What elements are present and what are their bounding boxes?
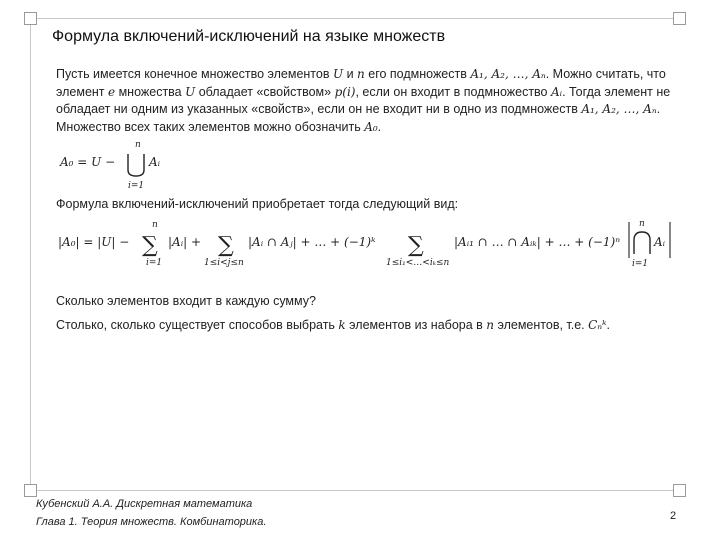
- intro-text-9: . Множество всех таких элементов можно обозначить: [56, 102, 661, 134]
- footer-chapter: Глава 1. Теория множеств. Комбинаторика.: [36, 516, 267, 528]
- frame-left-line: [30, 18, 31, 490]
- sum1-sigma: ∑: [142, 233, 158, 258]
- math-n: n: [357, 67, 365, 81]
- formula2-term2: |Aᵢ ∩ Aⱼ| + … + (−1)ᵏ: [248, 235, 376, 249]
- math-sets-list: A₁, A₂, …, Aₙ: [470, 67, 546, 81]
- formula2-term1: |Aᵢ| +: [168, 235, 202, 249]
- formula1-lower-limit: i=1: [128, 181, 145, 191]
- answer-text-1: Столько, сколько существует способов выбрать: [56, 318, 339, 332]
- page-number: 2: [670, 510, 677, 522]
- intro-text-6: обладает «свойством»: [195, 84, 335, 99]
- formula1-upper-limit: n: [135, 140, 141, 150]
- answer-text-4: .: [606, 318, 611, 332]
- footer: [36, 495, 266, 531]
- corner-square-top-right: [673, 12, 686, 25]
- corner-square-top-left: [24, 12, 37, 25]
- slide-title: Формула включений-исключений на языке множеств: [52, 28, 446, 45]
- formula-intro-line: Формула включений-исключений приобретает тогда следующий вид:: [56, 197, 459, 211]
- intro-text-4: . Можно считать, что элемент: [56, 67, 666, 99]
- formula-a0-definition: [56, 136, 256, 192]
- answer-text-2: элементов из набора в: [345, 318, 487, 332]
- big-intersection-upper-limit: n: [639, 219, 645, 229]
- intro-paragraph: [56, 66, 686, 136]
- frame-bottom-line: [30, 490, 680, 491]
- intro-text-7: , если он входит в подмножество: [355, 84, 551, 99]
- answer-text-3: элементов, т.е.: [494, 318, 589, 332]
- intro-text-5: множества: [115, 84, 186, 99]
- sum3-sigma: ∑: [408, 233, 424, 258]
- intro-text-8: . Тогда элемент не обладает ни одним из указанных «свойств», если он не входит ни в одно из подмножеств: [56, 84, 671, 116]
- answer-line: [56, 318, 610, 332]
- math-k: k: [338, 318, 346, 332]
- math-binomial: Cₙᵏ: [588, 318, 607, 332]
- math-U: U: [332, 67, 344, 81]
- sum3-lower-limit: 1≤i₁<…<iₖ≤n: [386, 258, 450, 268]
- formula2-term3: |Aᵢ₁ ∩ … ∩ Aᵢₖ| + … + (−1)ⁿ: [454, 235, 621, 249]
- footer-author-course: Кубенский А.А. Дискретная математика: [36, 498, 253, 510]
- big-intersection-symbol: [634, 232, 650, 254]
- math-A0: A₀: [364, 119, 378, 134]
- math-e: e: [108, 84, 116, 99]
- sum2-sigma: ∑: [218, 233, 234, 258]
- formula2-lhs: |A₀| = |U| −: [58, 235, 130, 249]
- big-union-symbol: [128, 154, 144, 176]
- sum1-lower-limit: i=1: [146, 258, 163, 268]
- math-sets-list-2: A₁, A₂, …, Aₙ: [581, 102, 657, 116]
- intro-text-2: и: [343, 67, 358, 81]
- big-intersection-lower-limit: i=1: [632, 259, 649, 269]
- sum1-upper-limit: n: [152, 220, 158, 230]
- question-line: Сколько элементов входит в каждую сумму?: [56, 294, 316, 308]
- math-U-2: U: [185, 84, 196, 99]
- math-n-2: n: [486, 318, 495, 332]
- math-Ai: Aᵢ: [550, 84, 563, 99]
- intro-text-1: Пусть имеется конечное множество элементов: [56, 67, 333, 81]
- formula1-lhs: A₀ = U −: [60, 155, 116, 169]
- formula2-term4: Aᵢ: [654, 235, 666, 249]
- frame-top-line: [30, 18, 680, 19]
- formula1-term: Aᵢ: [149, 155, 161, 169]
- corner-square-bottom-right: [673, 484, 686, 497]
- sum2-lower-limit: 1≤i<j≤n: [204, 258, 244, 268]
- intro-text-3: его подмножеств: [364, 67, 471, 81]
- formula-inclusion-exclusion: [56, 218, 686, 272]
- math-property: p(i): [334, 84, 356, 99]
- intro-text-10: .: [377, 119, 382, 134]
